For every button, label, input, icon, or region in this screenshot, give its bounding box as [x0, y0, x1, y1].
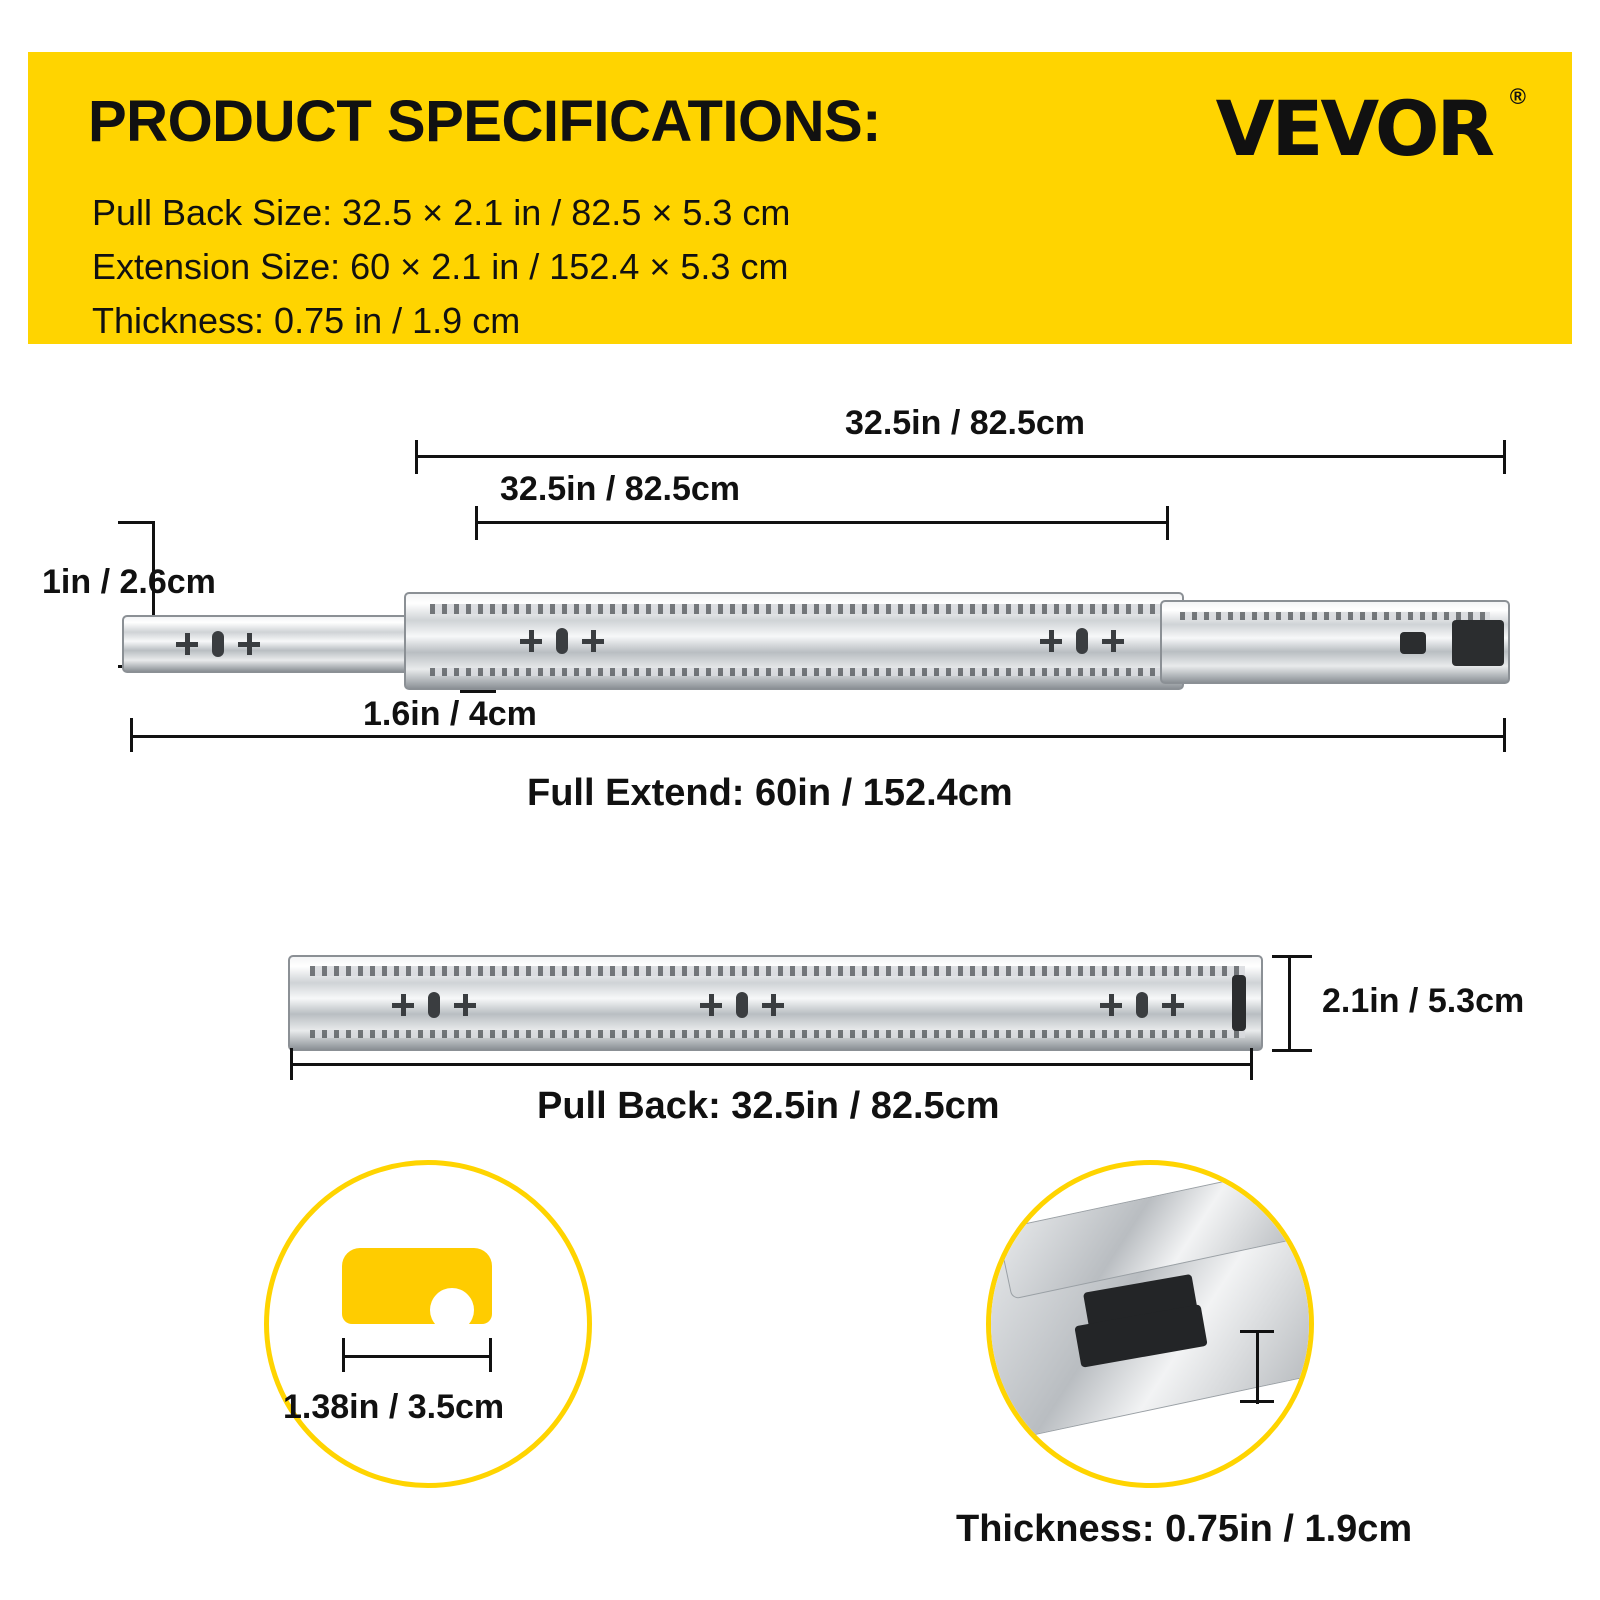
- cross-hole-icon: [454, 994, 476, 1016]
- detail-thickness-dim-line: [1256, 1330, 1259, 1404]
- detail-thickness-tick-top: [1240, 1330, 1274, 1333]
- spec-line-extension: Extension Size: 60 × 2.1 in / 152.4 × 5.3 cm: [92, 246, 789, 287]
- registered-trademark-icon: ®: [1509, 84, 1526, 109]
- ball-bearing-strip: [1180, 612, 1490, 620]
- clip-notch-shape: [430, 1288, 474, 1332]
- oval-hole-icon: [736, 992, 748, 1018]
- cross-hole-icon: [392, 994, 414, 1016]
- ball-bearing-strip: [430, 668, 1170, 676]
- detail-thickness-tick-bottom: [1240, 1400, 1274, 1403]
- cross-hole-icon: [1162, 994, 1184, 1016]
- dim-outer-top-line: [415, 455, 1505, 458]
- ball-bearing-strip: [430, 604, 1170, 614]
- cross-hole-icon: [700, 994, 722, 1016]
- closed-rail-holes-left: [392, 992, 476, 1018]
- detail-circle-thickness: [986, 1160, 1314, 1488]
- dim-height-line: [1288, 955, 1291, 1051]
- closed-rail-end-slot: [1232, 975, 1246, 1031]
- oval-hole-icon: [428, 992, 440, 1018]
- dim-height-tick-top: [1272, 955, 1312, 958]
- cross-hole-icon: [1100, 994, 1122, 1016]
- closed-rail-holes-right: [1100, 992, 1184, 1018]
- slide-rail-extended-inner-member: [122, 615, 432, 673]
- dim-height-label: 2.1in / 5.3cm: [1322, 982, 1525, 1020]
- oval-hole-icon: [1076, 628, 1088, 654]
- dim-inner-top-label: 32.5in / 82.5cm: [500, 470, 741, 508]
- dim-left-height-tick-top: [118, 521, 154, 524]
- inner-member-mounting-holes: [176, 631, 260, 657]
- ball-bearing-strip: [310, 1030, 1245, 1038]
- ball-bearing-strip: [310, 966, 1245, 976]
- page-title: PRODUCT SPECIFICATIONS:: [88, 89, 881, 154]
- dim-pull-back-line: [290, 1063, 1252, 1066]
- closed-rail-holes-center: [700, 992, 784, 1018]
- latch-tab: [1400, 632, 1426, 654]
- cross-hole-icon: [176, 633, 198, 655]
- dim-inner-height-label: 1.6in / 4cm: [363, 695, 537, 733]
- cross-hole-icon: [520, 630, 542, 652]
- detail-circle-clip: [264, 1160, 592, 1488]
- disconnect-latch: [1452, 620, 1504, 666]
- cross-hole-icon: [1102, 630, 1124, 652]
- detail-clip-dim-tick-right: [489, 1338, 492, 1372]
- detail-clip-dim-line: [342, 1355, 492, 1358]
- dim-left-height-label: 1in / 2.6cm: [42, 563, 216, 601]
- detail-clip-dim-tick-left: [342, 1338, 345, 1372]
- cross-hole-icon: [238, 633, 260, 655]
- spec-line-pull-back: Pull Back Size: 32.5 × 2.1 in / 82.5 × 5.3 cm: [92, 192, 791, 233]
- dim-inner-height-tick: [460, 690, 496, 693]
- detail-clip-dim-label: 1.38in / 3.5cm: [283, 1388, 505, 1426]
- middle-member-mounting-holes-right: [1040, 628, 1124, 654]
- dim-full-extend-line: [130, 735, 1505, 738]
- spec-line-thickness: Thickness: 0.75 in / 1.9 cm: [92, 300, 521, 341]
- oval-hole-icon: [212, 631, 224, 657]
- middle-member-mounting-holes-left: [520, 628, 604, 654]
- detail-thickness-label: Thickness: 0.75in / 1.9cm: [956, 1508, 1413, 1550]
- dim-inner-top-line: [475, 521, 1168, 524]
- dim-outer-top-label: 32.5in / 82.5cm: [845, 404, 1086, 442]
- brand-logo: VEVOR: [1215, 84, 1492, 173]
- dim-height-tick-bottom: [1272, 1049, 1312, 1052]
- caption-full-extend: Full Extend: 60in / 152.4cm: [527, 772, 1013, 814]
- cross-hole-icon: [1040, 630, 1062, 652]
- oval-hole-icon: [1136, 992, 1148, 1018]
- caption-pull-back: Pull Back: 32.5in / 82.5cm: [537, 1085, 1000, 1127]
- cross-hole-icon: [582, 630, 604, 652]
- oval-hole-icon: [556, 628, 568, 654]
- cross-hole-icon: [762, 994, 784, 1016]
